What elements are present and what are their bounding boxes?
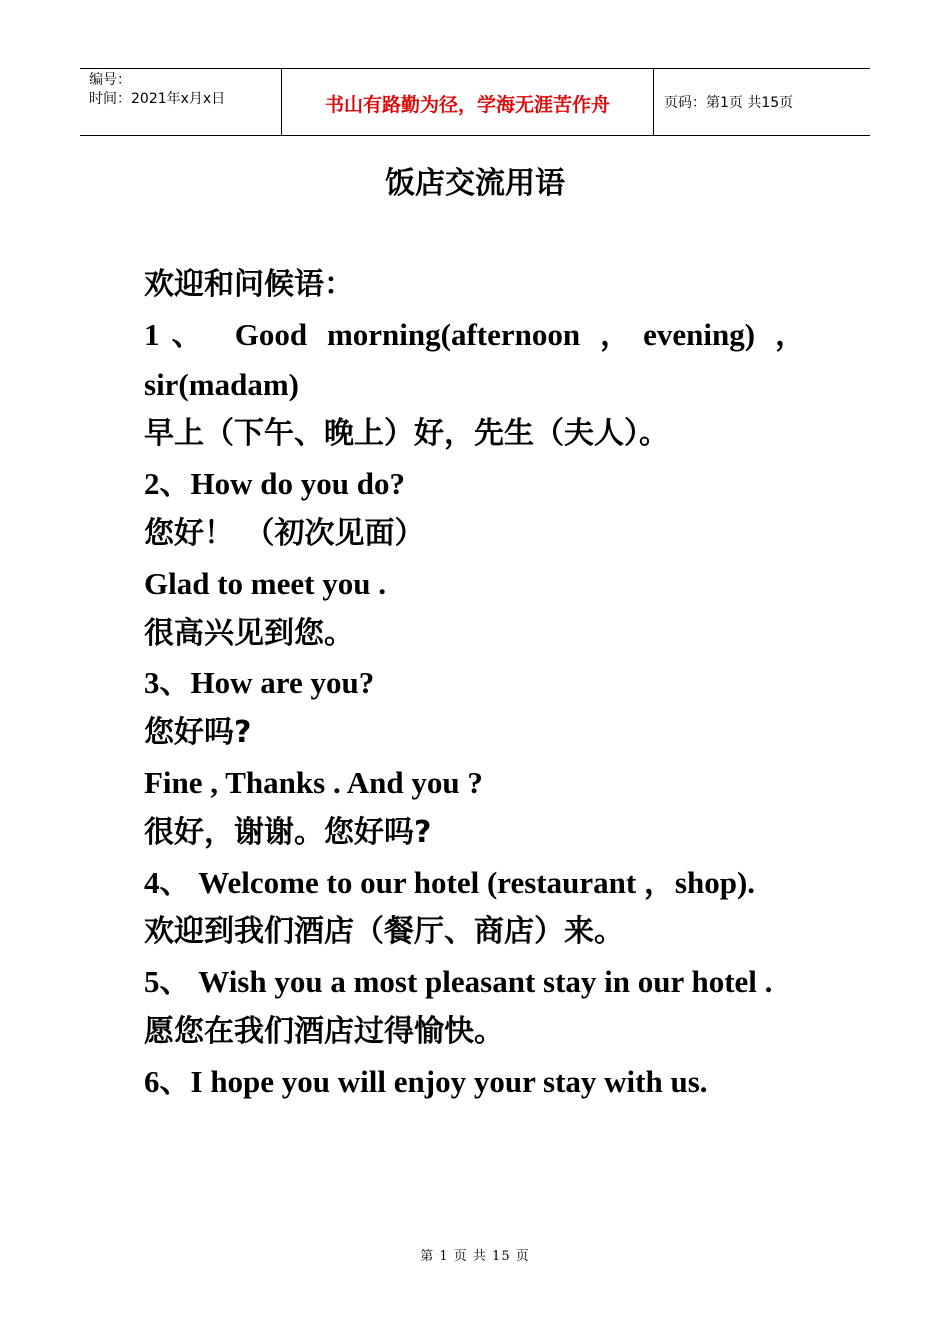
chinese-text-line: 愿您在我们酒店过得愉快。 <box>144 1013 504 1049</box>
header-motto: 书山有路勤为径，学海无涯苦作舟 <box>281 69 654 135</box>
header-time-label: 时间：2021年x月x日 <box>89 91 226 107</box>
english-text-line: Fine , Thanks . And you ? <box>144 764 483 800</box>
chinese-text-line: 您好！ （初次见面） <box>144 515 425 551</box>
chinese-text-line: 欢迎到我们酒店（餐厅、商店）来。 <box>144 914 624 950</box>
page-footer: 第 1 页 共 15 页 <box>420 1249 530 1264</box>
chinese-text-line: 您好吗? <box>144 715 252 751</box>
english-text-line: Glad to meet you . <box>144 565 386 601</box>
english-text-line: 5、 Wish you a most pleasant stay in our hotel . <box>144 964 773 1000</box>
english-text-line: 1、 Good morning(afternoon ，evening) ，sir(madam) <box>144 316 806 402</box>
document-title: 饭店交流用语 <box>385 166 565 201</box>
document-body <box>144 260 806 1107</box>
header-number-label: 编号： <box>89 72 131 88</box>
header-page-info: 页码：第1页 共15页 <box>664 95 794 111</box>
chinese-text-line: 很好，谢谢。您好吗? <box>144 814 432 850</box>
english-text-line: 6、I hope you will enjoy your stay with us. <box>144 1063 708 1099</box>
chinese-text-line: 欢迎和问候语： <box>144 267 354 302</box>
english-text-line: 4、 Welcome to our hotel (restaurant ，shop). <box>144 864 756 900</box>
chinese-text-line: 很高兴见到您。 <box>144 615 354 651</box>
page-header <box>80 68 870 136</box>
english-text-line: 3、How are you? <box>144 665 375 701</box>
english-text-line: 2、How do you do? <box>144 466 405 502</box>
chinese-text-line: 早上（下午、晚上）好，先生（夫人）。 <box>144 416 669 452</box>
header-meta <box>80 69 281 135</box>
